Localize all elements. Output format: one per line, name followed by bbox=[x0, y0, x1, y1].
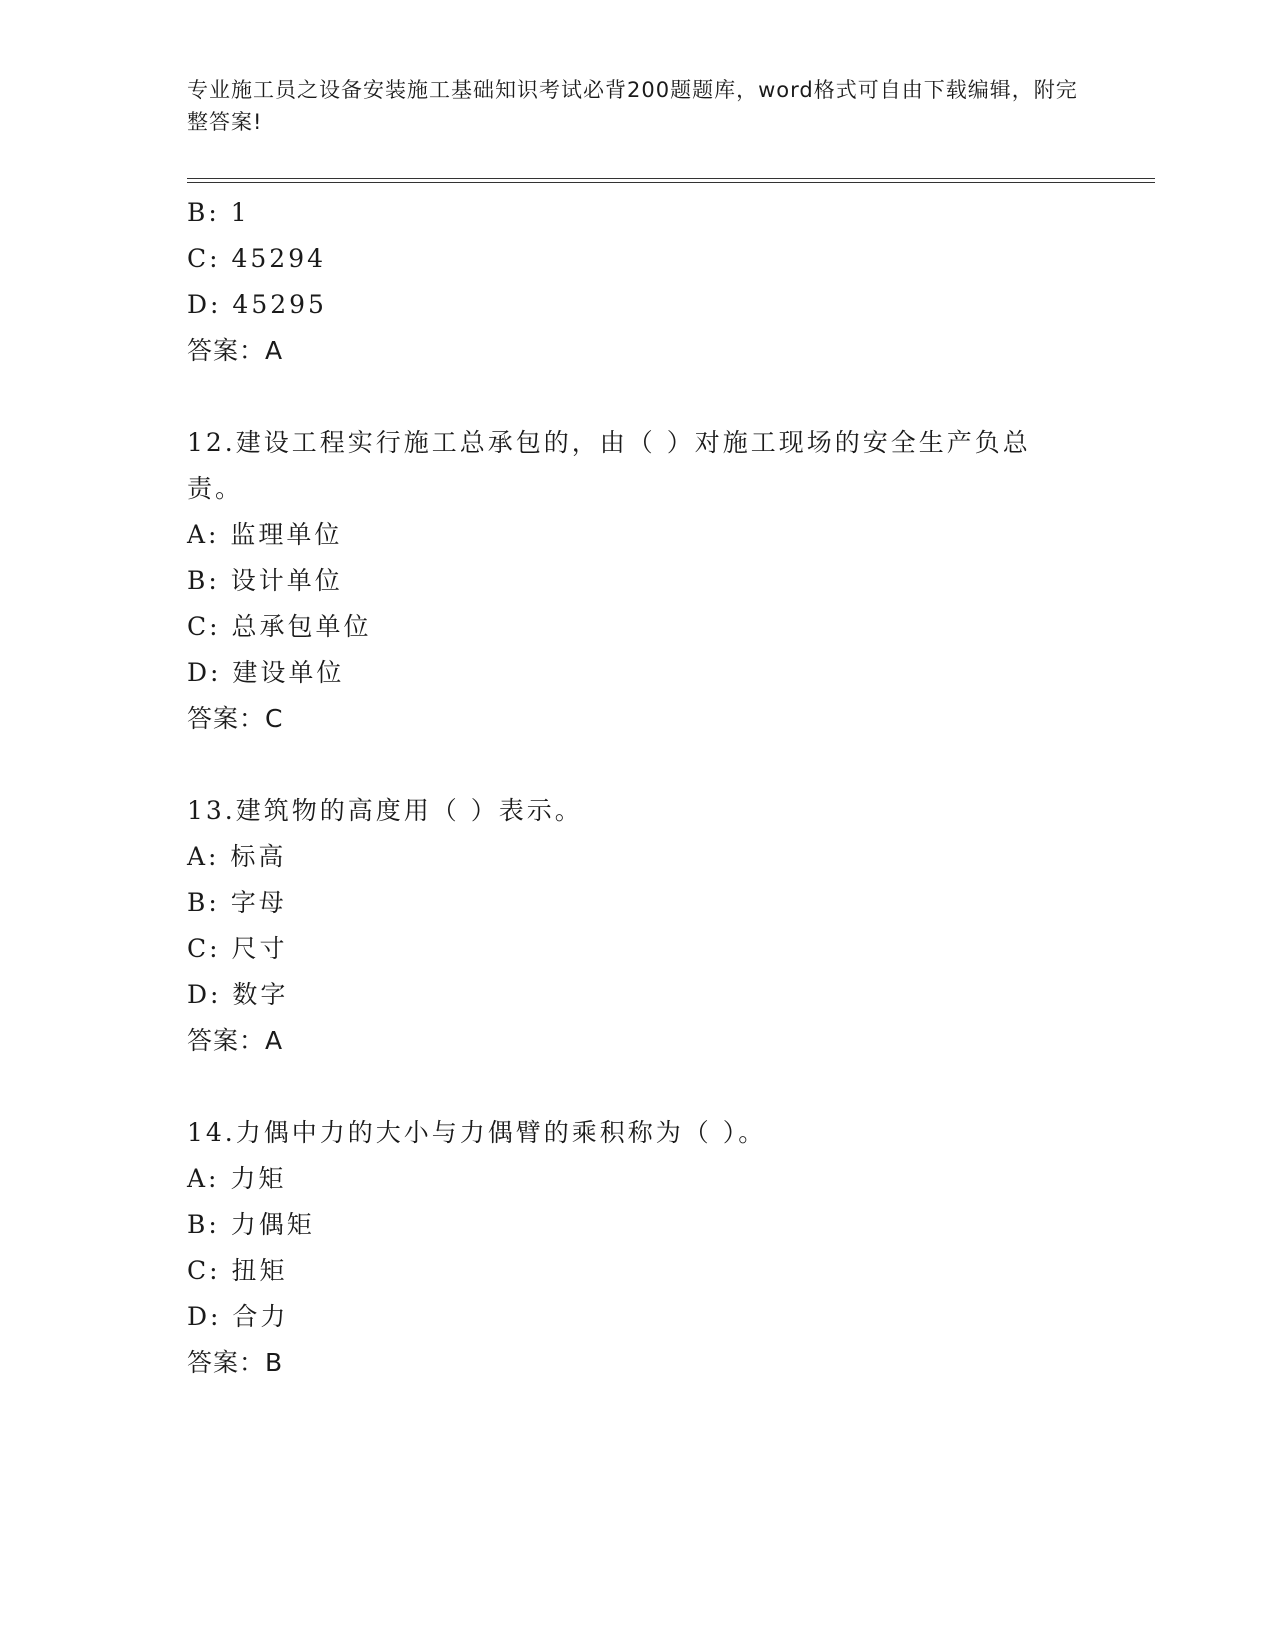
option-d: D: 建设单位 bbox=[187, 658, 345, 687]
option-d: D: 45295 bbox=[187, 290, 327, 319]
question-13 bbox=[187, 788, 1087, 1064]
option-b: B: 1 bbox=[187, 198, 250, 227]
option-a: A: 监理单位 bbox=[187, 520, 343, 549]
option-d: D: 数字 bbox=[187, 980, 289, 1009]
option-c: C: 扭矩 bbox=[187, 1256, 288, 1285]
answer: 答案：A bbox=[187, 336, 284, 365]
document-header: 专业施工员之设备安装施工基础知识考试必背200题题库，word格式可自由下载编辑，附完整答案! bbox=[187, 78, 1078, 134]
question-text: 12.建设工程实行施工总承包的，由（ ）对施工现场的安全生产负总责。 bbox=[187, 428, 1031, 503]
option-d: D: 合力 bbox=[187, 1302, 289, 1331]
option-c: C: 总承包单位 bbox=[187, 612, 372, 641]
document-body bbox=[187, 190, 1087, 1386]
question-text: 14.力偶中力的大小与力偶臂的乘积称为（ ）。 bbox=[187, 1118, 767, 1147]
option-b: B: 设计单位 bbox=[187, 566, 343, 595]
option-b: B: 力偶矩 bbox=[187, 1210, 315, 1239]
option-a: A: 标高 bbox=[187, 842, 287, 871]
option-c: C: 45294 bbox=[187, 244, 327, 273]
previous-question-tail bbox=[187, 190, 1087, 374]
question-12 bbox=[187, 420, 1087, 742]
answer: 答案：C bbox=[187, 704, 284, 733]
question-14 bbox=[187, 1110, 1087, 1386]
option-b: B: 字母 bbox=[187, 888, 287, 917]
option-a: A: 力矩 bbox=[187, 1164, 287, 1193]
option-c: C: 尺寸 bbox=[187, 934, 288, 963]
answer: 答案：A bbox=[187, 1026, 284, 1055]
header-divider bbox=[187, 178, 1155, 183]
question-text: 13.建筑物的高度用（ ）表示。 bbox=[187, 796, 583, 825]
answer: 答案：B bbox=[187, 1348, 284, 1377]
